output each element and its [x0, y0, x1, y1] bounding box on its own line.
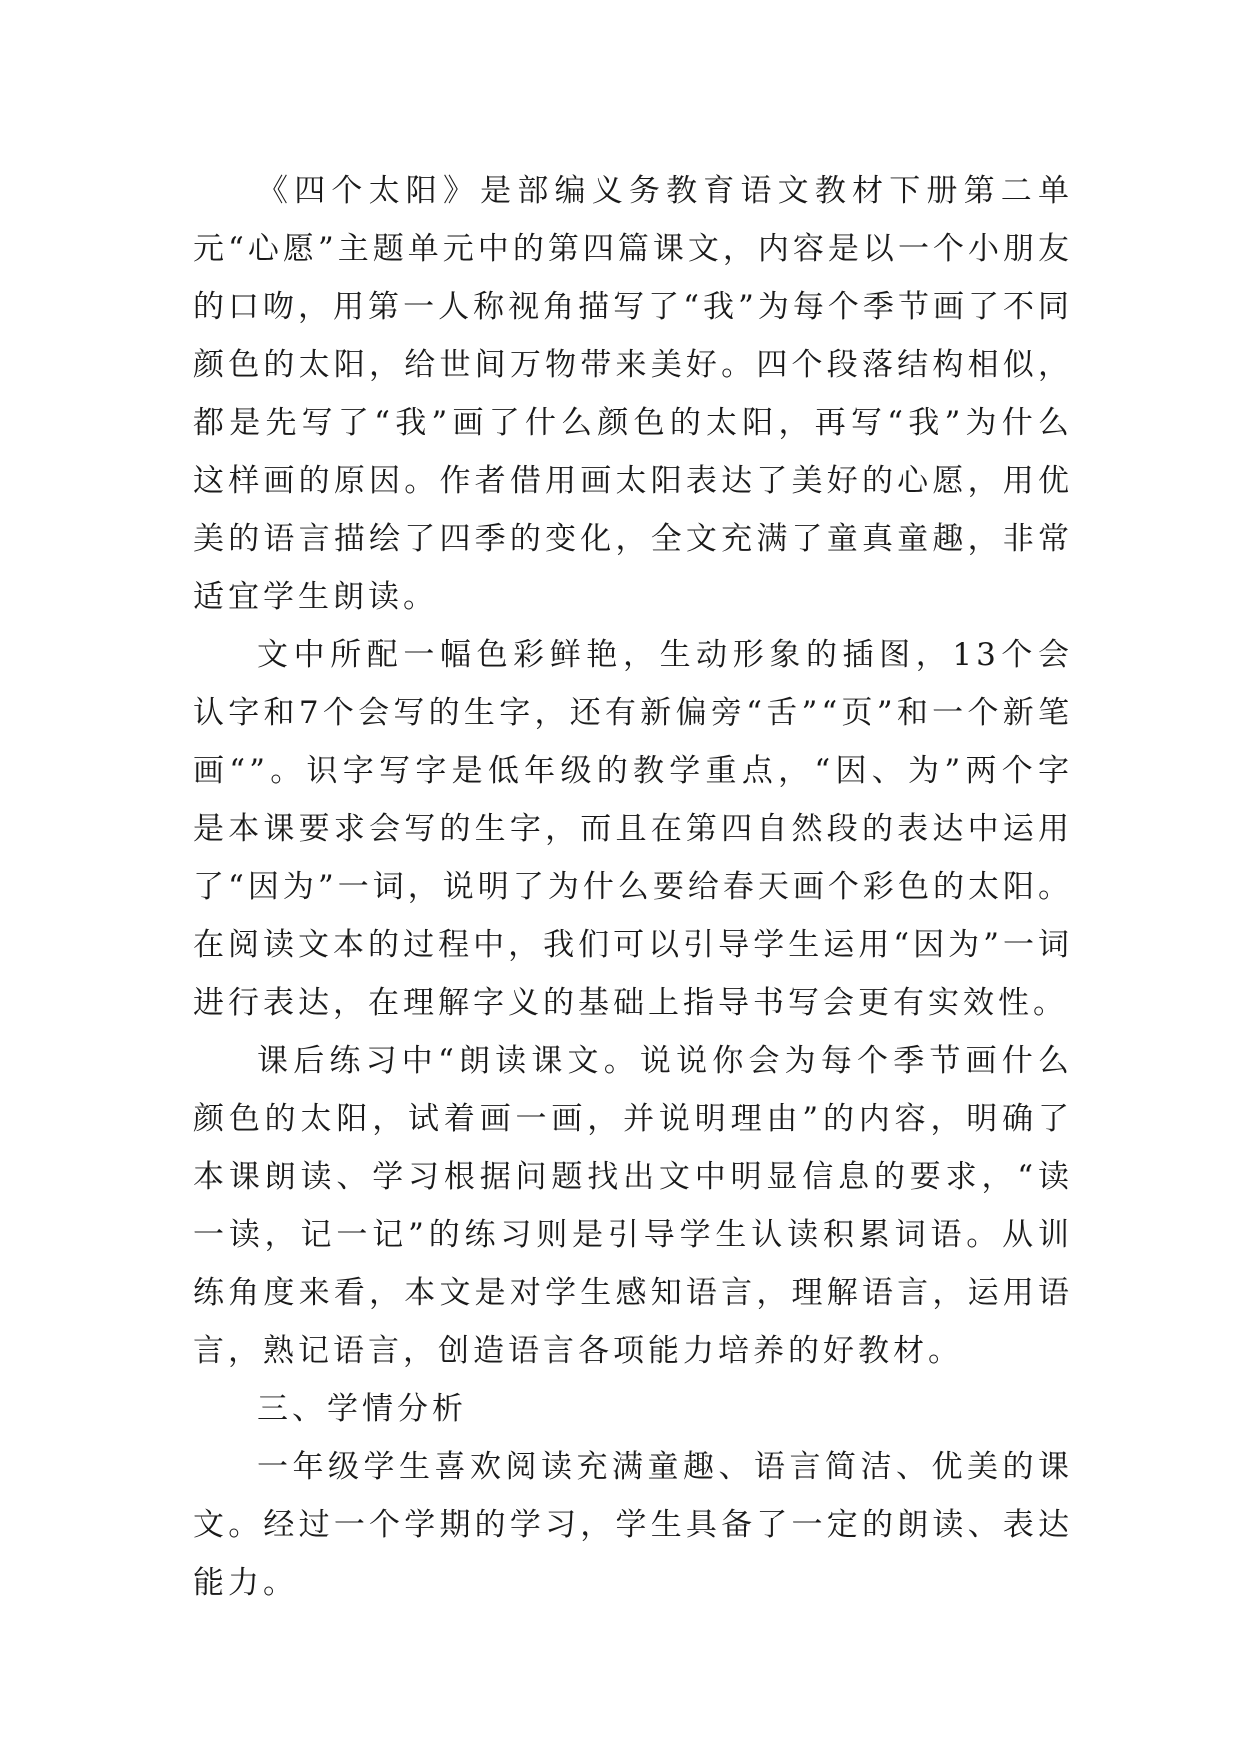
- paragraph-exercises: 课后练习中“朗读课文。说说你会为每个季节画什么颜色的太阳，试着画一画，并说明理由”的内容，明确了本课朗读、学习根据问题找出文中明显信息的要求，“读一读，记一记”的练习则是引导学生认读积累词语。从训练角度来看，本文是对学生感知语言，理解语言，运用语言，熟记语言，创造语言各项能力培养的好教材。: [193, 1043, 1073, 1369]
- paragraph-illustration-characters: 文中所配一幅色彩鲜艳，生动形象的插图，13个会认字和7个会写的生字，还有新偏旁“舌”“页”和一个新笔画“”。识字写字是低年级的教学重点，“因、为”两个字是本课要求会写的生字，而且在第四自然段的表达中运用了“因为”一词，说明了为什么要给春天画个彩色的太阳。在阅读文本的过程中，我们可以引导学生运用“因为”一词进行表达，在理解字义的基础上指导书写会更有实效性。: [193, 637, 1073, 1021]
- document-body: [193, 162, 1073, 1612]
- paragraph-learning-analysis: 一年级学生喜欢阅读充满童趣、语言简洁、优美的课文。经过一个学期的学习，学生具备了一定的朗读、表达能力。: [193, 1449, 1073, 1601]
- paragraph-lesson-intro: 《四个太阳》是部编义务教育语文教材下册第二单元“心愿”主题单元中的第四篇课文，内容是以一个小朋友的口吻，用第一人称视角描写了“我”为每个季节画了不同颜色的太阳，给世间万物带来美好。四个段落结构相似，都是先写了“我”画了什么颜色的太阳，再写“我”为什么这样画的原因。作者借用画太阳表达了美好的心愿，用优美的语言描绘了四季的变化，全文充满了童真童趣，非常适宜学生朗读。: [193, 173, 1073, 615]
- section-heading-learning-analysis: 三、学情分析: [257, 1391, 467, 1427]
